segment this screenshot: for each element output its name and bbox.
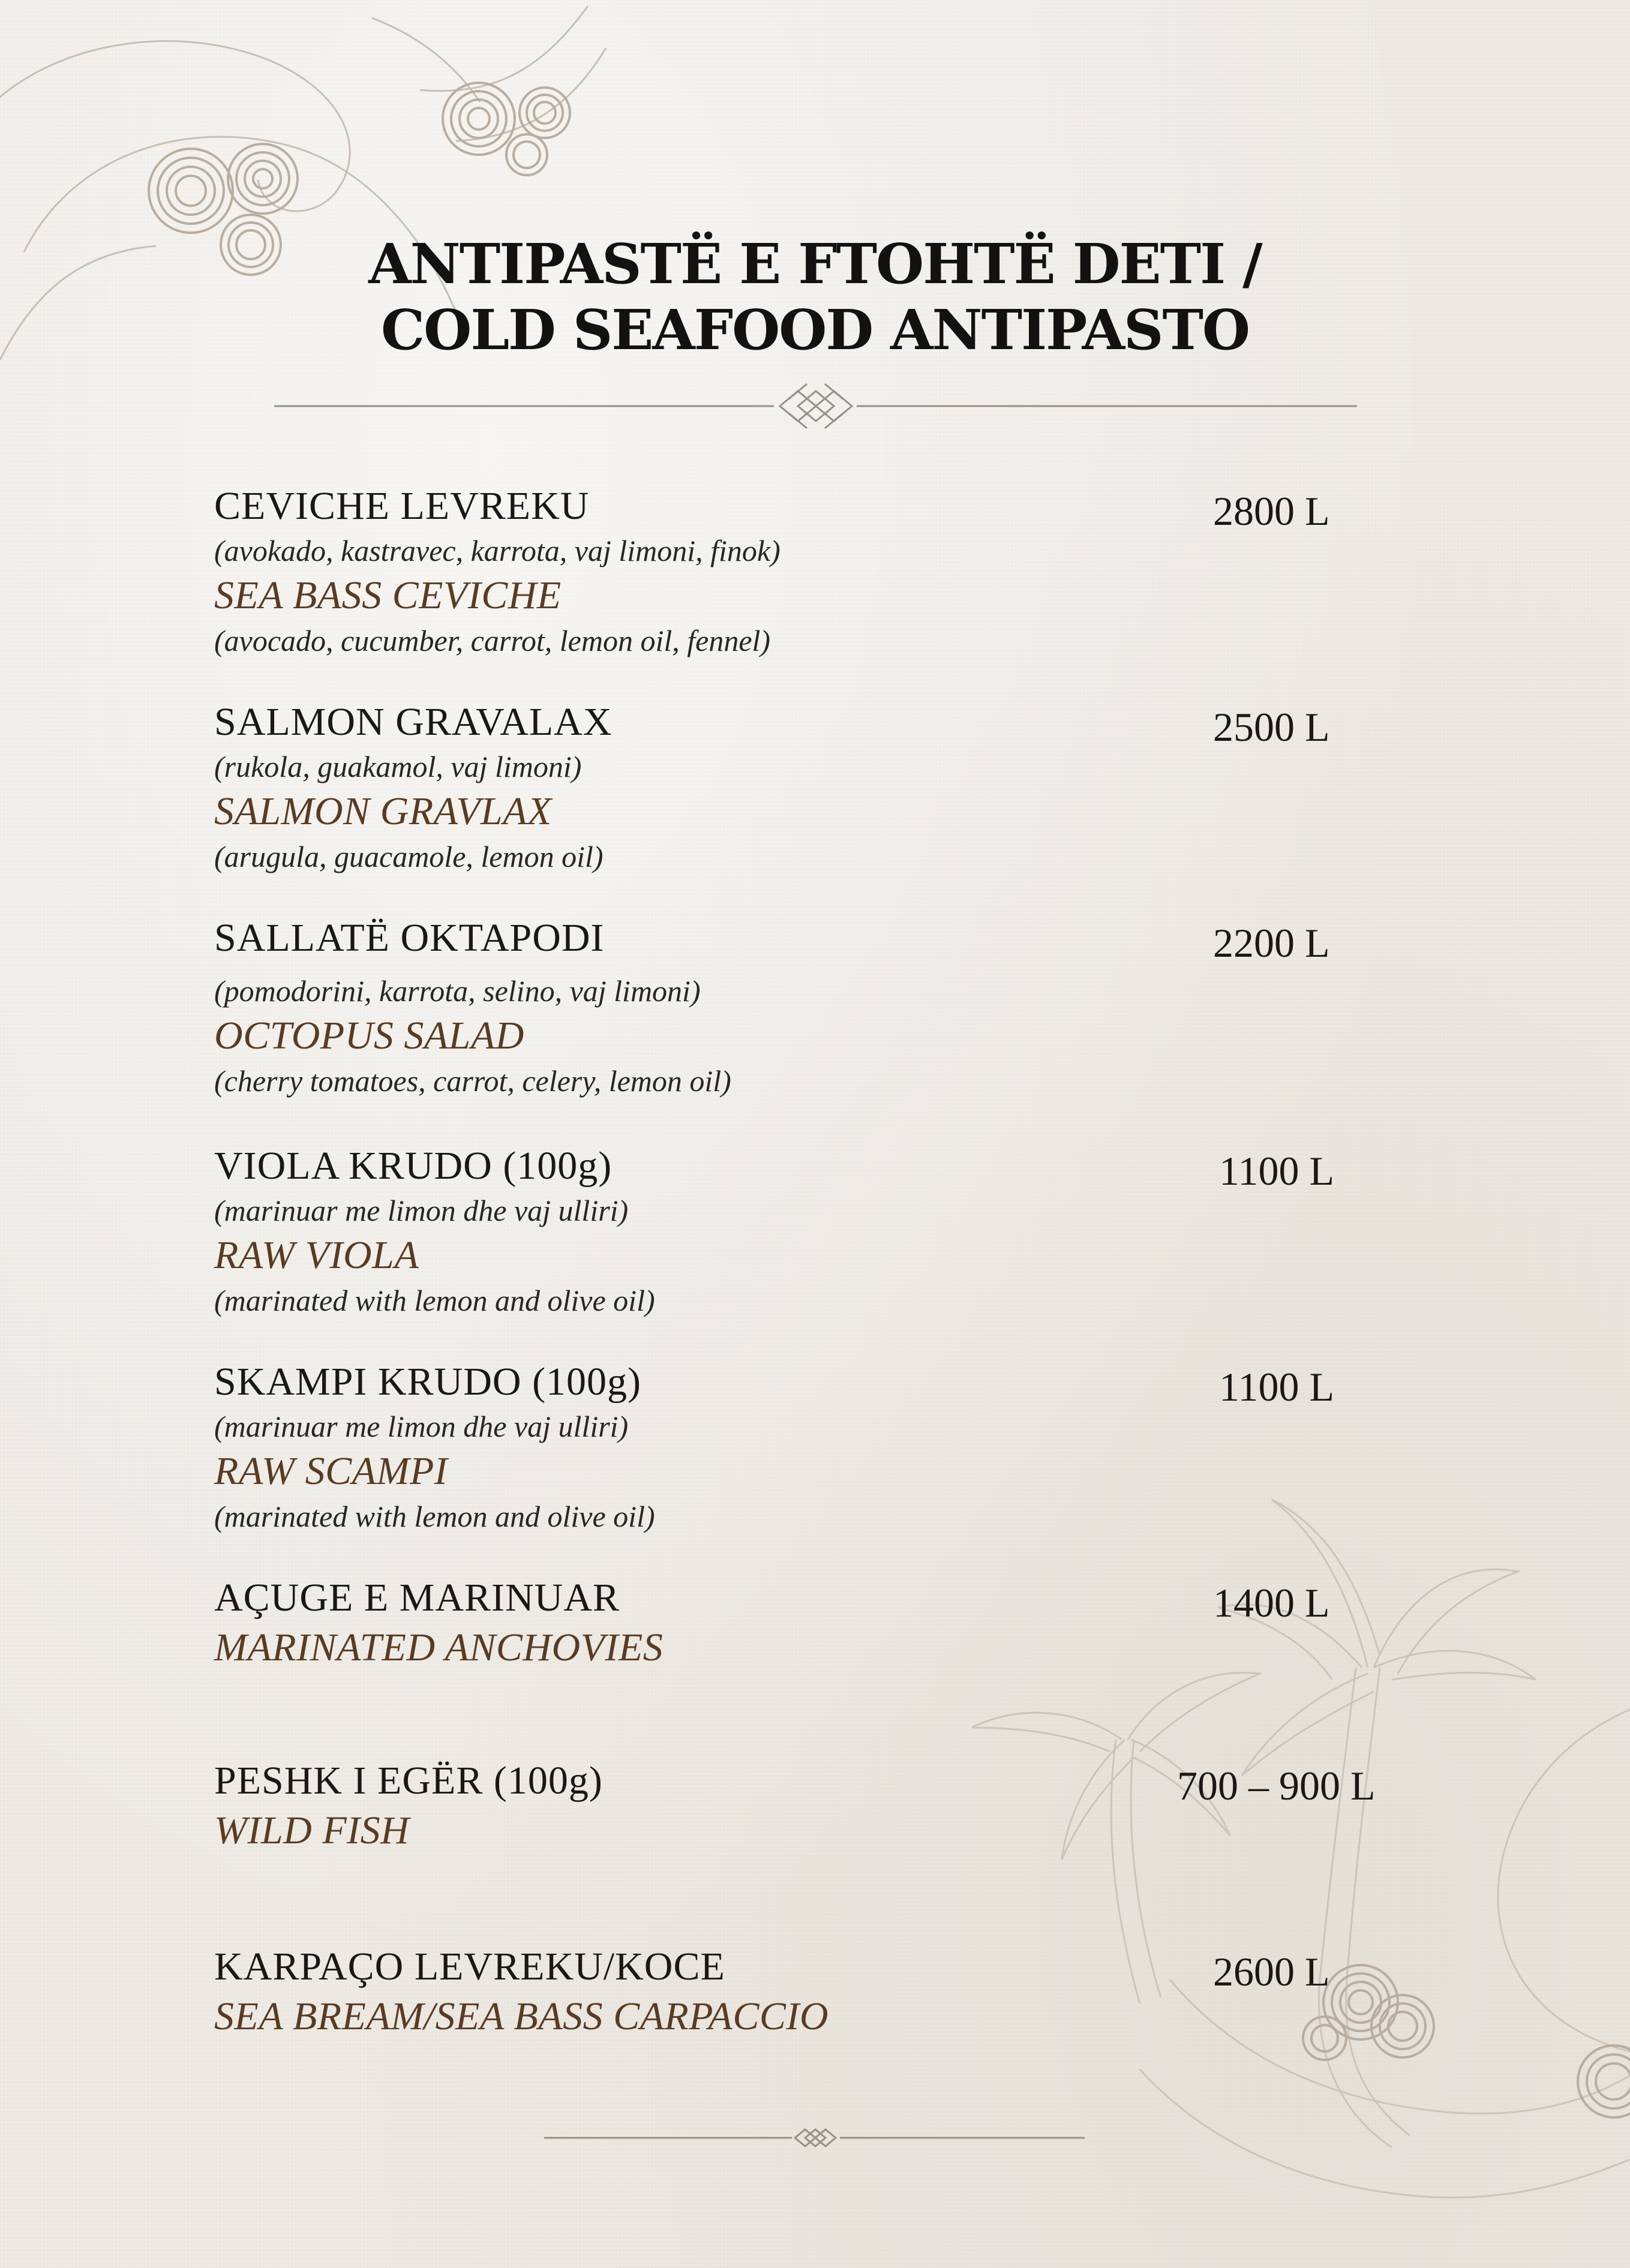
menu-item bbox=[214, 1359, 1354, 1537]
item-name: KARPAÇO LEVREKU/KOCE bbox=[214, 1945, 725, 1988]
item-description-sq: (marinuar me limon dhe vaj ulliri) bbox=[214, 1194, 629, 1227]
item-name: SALLATË OKTAPODI bbox=[214, 916, 605, 960]
item-name-en: SEA BASS CEVICHE bbox=[214, 573, 562, 617]
item-name: AÇUGE E MARINUAR bbox=[214, 1576, 620, 1620]
item-name: CEVICHE LEVREKU bbox=[214, 484, 590, 528]
item-name-en: SALMON GRAVLAX bbox=[214, 789, 552, 833]
item-name-en: MARINATED ANCHOVIES bbox=[214, 1626, 664, 1669]
item-name-en: OCTOPUS SALAD bbox=[214, 1014, 524, 1058]
item-name-en: RAW SCAMPI bbox=[214, 1449, 448, 1493]
menu-title bbox=[0, 231, 1630, 363]
item-description-en: (cherry tomatoes, carrot, celery, lemon oil) bbox=[214, 1064, 731, 1098]
item-description-sq: (marinuar me limon dhe vaj ulliri) bbox=[214, 1410, 629, 1443]
item-price: 2200 L bbox=[1213, 920, 1330, 966]
item-description-en: (marinated with lemon and olive oil) bbox=[214, 1284, 655, 1317]
menu-item bbox=[214, 699, 1354, 878]
title-line-2: COLD SEAFOOD ANTIPASTO bbox=[380, 298, 1250, 362]
item-description-en: (arugula, guacamole, lemon oil) bbox=[214, 840, 604, 873]
item-description-en: (marinated with lemon and olive oil) bbox=[214, 1500, 655, 1533]
item-price: 1100 L bbox=[1219, 1364, 1335, 1410]
menu-item bbox=[214, 1143, 1354, 1321]
item-description-sq: (avokado, kastravec, karrota, vaj limoni, finok) bbox=[214, 534, 781, 567]
item-name: SALMON GRAVALAX bbox=[214, 700, 613, 744]
item-name: PESHK I EGËR (100g) bbox=[214, 1759, 603, 1803]
menu-item bbox=[214, 915, 1354, 1102]
item-name: SKAMPI KRUDO (100g) bbox=[214, 1360, 642, 1404]
item-description-sq: (pomodorini, karrota, selino, vaj limoni) bbox=[214, 974, 701, 1008]
menu-item bbox=[214, 483, 1354, 662]
item-description-sq: (rukola, guakamol, vaj limoni) bbox=[214, 750, 582, 783]
item-price: 2800 L bbox=[1213, 488, 1330, 534]
menu-item bbox=[214, 1943, 1354, 2041]
diamond-knot-ornament-icon bbox=[274, 384, 1357, 428]
item-price: 1100 L bbox=[1219, 1148, 1335, 1194]
item-price: 1400 L bbox=[1213, 1580, 1330, 1626]
item-name: VIOLA KRUDO (100g) bbox=[214, 1144, 613, 1188]
item-price: 2600 L bbox=[1213, 1949, 1330, 1994]
menu-item bbox=[214, 1575, 1354, 1672]
item-description-en: (avocado, cucumber, carrot, lemon oil, fennel) bbox=[214, 624, 771, 657]
item-name-en: WILD FISH bbox=[214, 1809, 410, 1852]
item-name-en: SEA BREAM/SEA BASS CARPACCIO bbox=[214, 1994, 829, 2038]
item-price: 2500 L bbox=[1213, 704, 1330, 750]
title-line-1: ANTIPASTË E FTOHTË DETI / bbox=[368, 232, 1262, 296]
item-price: 700 – 900 L bbox=[1177, 1763, 1376, 1809]
item-name-en: RAW VIOLA bbox=[214, 1233, 419, 1277]
bottom-divider bbox=[544, 2129, 1085, 2146]
